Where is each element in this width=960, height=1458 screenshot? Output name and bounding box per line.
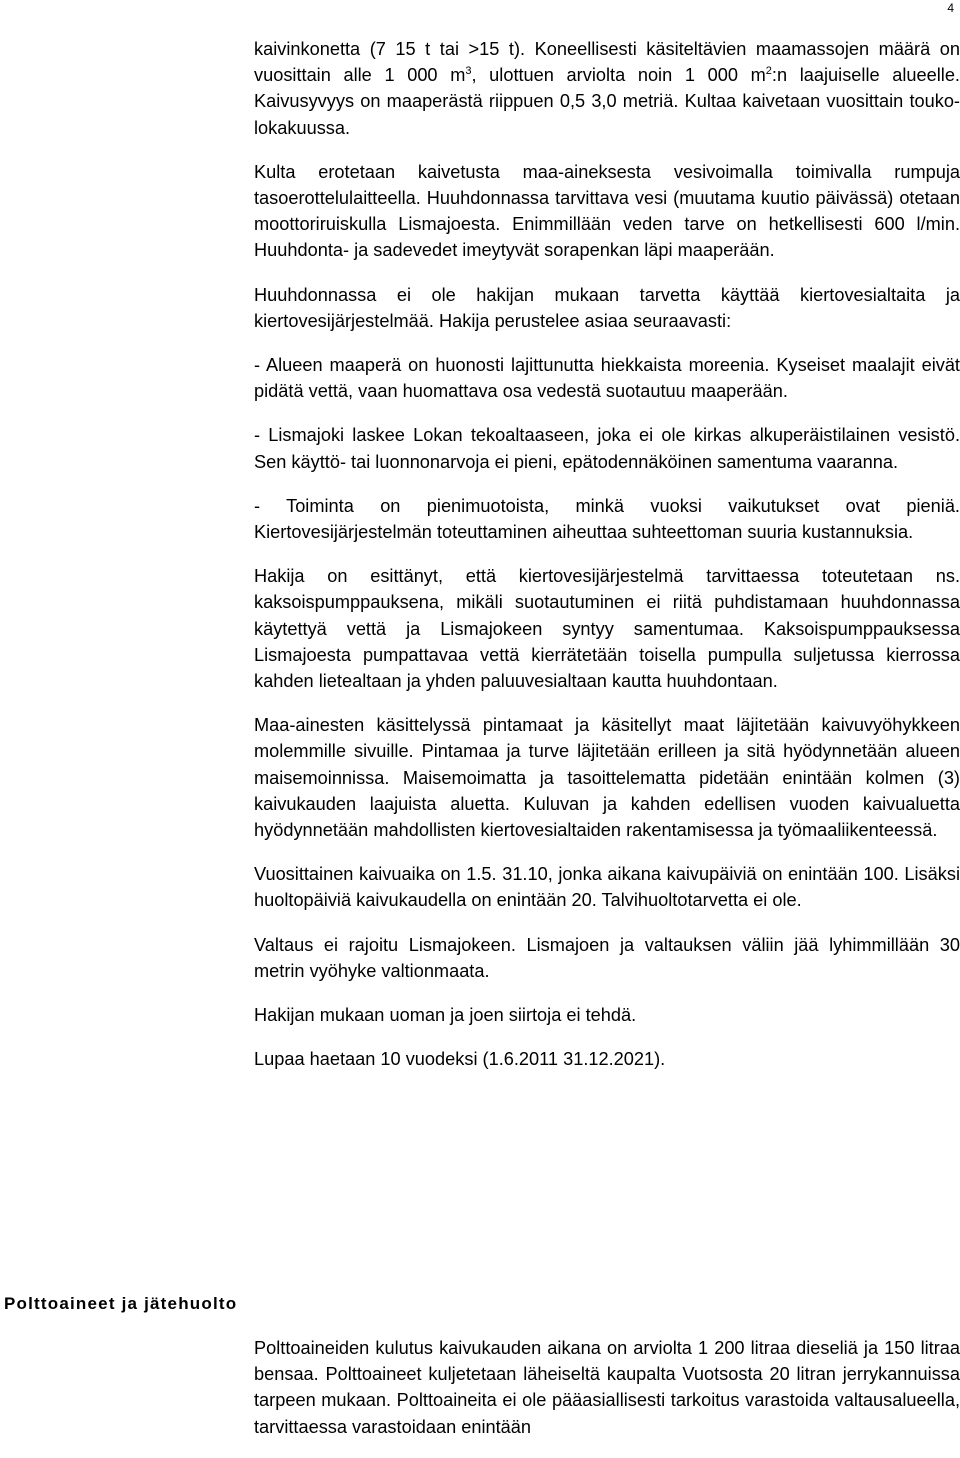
paragraph-water-use: Kulta erotetaan kaivetusta maa-aineksesta vesivoimalla toimivalla rumpuja tasoerottelulaitteella. Huuhdonnassa tarvittava vesi (muutama kuutio päivässä) otetaan moottoriruiskulla Lismajoesta. Enimmillään veden tarve on hetkellisesti 600 l/min. Huuhdonta- ja sadevedet imeytyvät sorapenkan läpi maaperään. [254, 161, 960, 261]
paragraph-text: , ulottuen arviolta noin 1 000 m [471, 65, 766, 86]
paragraph-excavation-volume [254, 36, 960, 141]
section-heading: Polttoaineet ja jätehuolto [4, 1294, 238, 1313]
paragraph-river-transfer: Hakijan mukaan uoman ja joen siirtoja ei tehdä. [254, 1005, 637, 1026]
paragraph-text: kaivinkonetta (7 15 t tai >15 t). Koneellisesti käsiteltävien maamassojen määrä on vuosittain alle 1 000 m [254, 39, 960, 86]
main-text-column [254, 36, 960, 1091]
paragraph-text: :n laajuiselle alueelle. Kaivusyvyys on maaperästä riippuen 0,5 3,0 metriä. Kultaa kaivetaan vuosittain touko-lokakuussa. [254, 65, 960, 138]
paragraph-claim-boundary: Valtaus ei rajoitu Lismajokeen. Lismajoen ja valtauksen väliin jää lyhimmillään 30 metrin vyöhyke valtionmaata. [254, 934, 960, 981]
superscript: 3 [465, 65, 472, 78]
superscript: 2 [765, 65, 772, 78]
paragraph-soil-handling: Maa-ainesten käsittelyssä pintamaat ja käsitellyt maat läjitetään kaivuvyöhykkeen molemmille sivuille. Pintamaa ja turve läjitetään erilleen ja sitä hyödynnetään alueen maisemoinnissa. Maisemoimatta ja tasoittelematta pidetään enintään kolmen (3) kaivukauden laajuista aluetta. Kuluvan ja kahden edellisen vuoden kaivualuetta hyödynnetään mahdollisten kiertovesialtaiden rakentamisessa ja työmaaliikenteessä. [254, 715, 960, 841]
paragraph-permit-period: Lupaa haetaan 10 vuodeksi (1.6.2011 31.12.2021). [254, 1049, 666, 1070]
paragraph-recirculation: Huuhdonnassa ei ole hakijan mukaan tarvetta käyttää kiertovesialtaita ja kiertovesijärjestelmää. Hakija perustelee asiaa seuraavasti: [254, 284, 960, 331]
paragraph-fuel: Polttoaineiden kulutus kaivukauden aikana on arviolta 1 200 litraa dieseliä ja 150 litraa bensaa. Polttoaineet kuljetetaan läheiseltä kaupalta Vuotsosta 20 litran jerrykannuissa tarpeen mukaan. Polttoaineita ei ole pääasiallisesti tarkoitus varastoida valtausalueella, tarvittaessa varastoidaan enintään [254, 1338, 960, 1437]
fuel-text-column [254, 1335, 960, 1458]
paragraph-reason-scale: - Toiminta on pienimuotoista, minkä vuoksi vaikutukset ovat pieniä. Kiertovesijärjestelmän toteuttaminen aiheuttaa suhteettoman suuria kustannuksia. [254, 495, 960, 543]
paragraph-reason-river: - Lismajoki laskee Lokan tekoaltaaseen, joka ei ole kirkas alkuperäistilainen vesistö. Sen käyttö- tai luonnonarvoja ei pieni, epätodennäköinen samentuma vaaranna. [254, 425, 960, 472]
paragraph-double-pumping: Hakija on esittänyt, että kiertovesijärjestelmä tarvittaessa toteutetaan ns. kaksoispumppauksena, mikäli suotautuminen ei riitä puhdistamaan huuhdonnassa käytettyä vettä ja Lismajokeen syntyy samentumaa. Kaksoispumppauksessa Lismajoesta pumpattavaa vettä kierrätetään toisella pumpulla suljetussa kierrossa kahden lietealtaan ja yhden paluuvesialtaan kautta huuhdontaan. [254, 566, 960, 692]
page-number: 4 [947, 1, 954, 15]
paragraph-digging-season: Vuosittainen kaivuaika on 1.5. 31.10, jonka aikana kaivupäiviä on enintään 100. Lisäksi huoltopäiviä kaivukaudella on enintään 20. Talvihuoltotarvetta ei ole. [254, 864, 960, 911]
paragraph-reason-soil: - Alueen maaperä on huonosti lajittunutta hiekkaista moreenia. Kyseiset maalajit eivät pidätä vettä, vaan huomattava osa vedestä suotautuu maaperään. [254, 355, 960, 402]
